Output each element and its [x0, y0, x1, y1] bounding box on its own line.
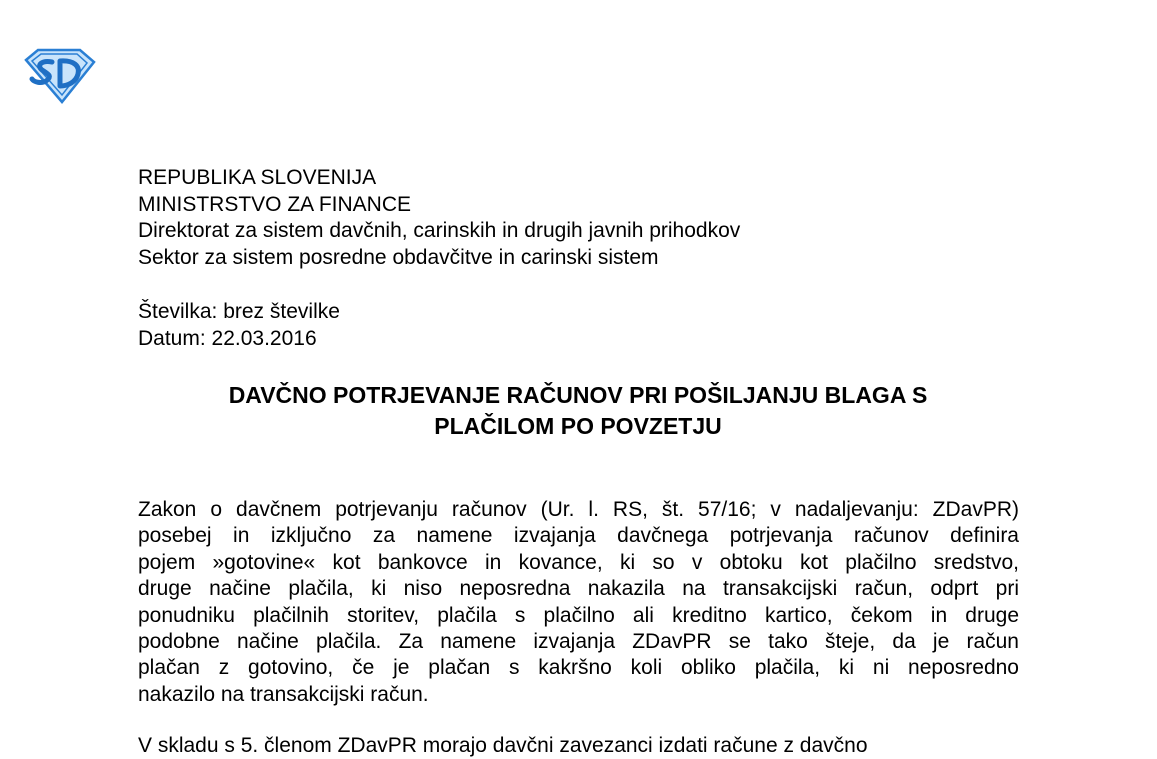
directorate-name: Direktorat za sistem davčnih, carinskih in drugih javnih prihodkov — [138, 219, 741, 242]
paragraph-line: druge načine plačila, ki niso neposredna nakazila na transakcijski račun, odprt pri — [138, 577, 1019, 601]
title-line-2: PLAČILOM PO POVZETJU — [434, 413, 722, 439]
next-paragraph-cut: V skladu s 5. členom ZDavPR morajo davčni zavezanci izdati račune z davčno — [138, 734, 868, 757]
republic-name: REPUBLIKA SLOVENIJA — [138, 166, 377, 189]
paragraph-line: plačan z gotovino, če je plačan s kakršno koli obliko plačila, ki ni neposredno — [138, 656, 1019, 680]
title-line-1: DAVČNO POTRJEVANJE RAČUNOV PRI POŠILJANJU BLAGA S — [228, 382, 928, 408]
paragraph-line: ponudniku plačilnih storitev, plačila s plačilno ali kreditno kartico, čekom in druge — [138, 603, 1019, 627]
document-date: Datum: 22.03.2016 — [138, 327, 317, 350]
sector-name: Sektor za sistem posredne obdavčitve in carinski sistem — [138, 245, 659, 269]
document-title — [138, 380, 1018, 442]
paragraph-line: nakazilo na transakcijski račun. — [138, 682, 429, 706]
letterhead — [138, 165, 740, 271]
paragraph-line: Zakon o davčnem potrjevanju računov (Ur. l. RS, št. 57/16; v nadaljevanju: ZDavPR) — [138, 498, 1019, 521]
paragraph-line: podobne načine plačila. Za namene izvajanja ZDavPR se tako šteje, da je račun — [138, 629, 1019, 653]
document-number: Številka: brez številke — [138, 300, 340, 323]
paragraph-line: posebej in izključno za namene izvajanja davčnega potrjevanja računov definira — [138, 524, 1019, 548]
body-paragraph — [138, 497, 1019, 708]
document-meta — [138, 298, 340, 352]
ministry-name: MINISTRSTVO ZA FINANCE — [138, 192, 412, 216]
sd-logo-icon — [22, 48, 96, 104]
paragraph-line: pojem »gotovine« kot bankovce in kovance, ki so v obtoku kot plačilno sredstvo, — [138, 550, 1019, 574]
